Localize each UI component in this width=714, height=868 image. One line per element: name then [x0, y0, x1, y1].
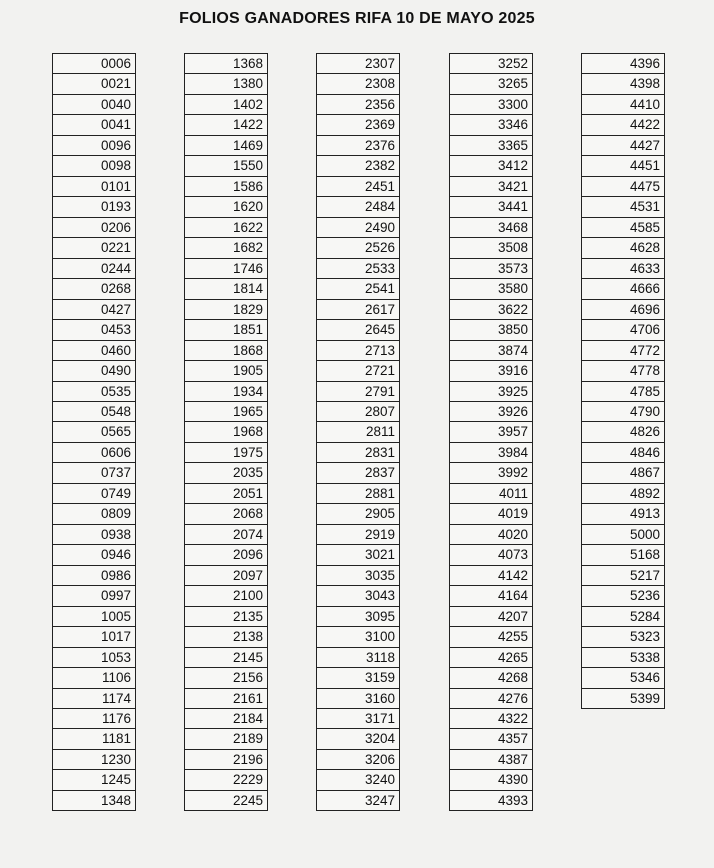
folio-cell: 4322 — [450, 709, 532, 729]
folio-cell: 4357 — [450, 729, 532, 749]
folio-cell: 3206 — [317, 750, 399, 770]
folio-cell: 4785 — [582, 382, 664, 402]
folio-cell: 4666 — [582, 279, 664, 299]
folio-cell: 4020 — [450, 525, 532, 545]
folio-cell: 2135 — [185, 607, 267, 627]
folio-cell: 2229 — [185, 770, 267, 790]
folio-column-4 — [449, 53, 533, 811]
folio-cell: 1176 — [53, 709, 135, 729]
folio-cell: 4778 — [582, 361, 664, 381]
folio-cell: 0221 — [53, 238, 135, 258]
folio-cell: 0041 — [53, 115, 135, 135]
folio-cell: 3118 — [317, 648, 399, 668]
folio-cell: 1017 — [53, 627, 135, 647]
folio-cell: 2156 — [185, 668, 267, 688]
folio-cell: 1905 — [185, 361, 267, 381]
folio-cell: 0453 — [53, 320, 135, 340]
folio-cell: 4790 — [582, 402, 664, 422]
folio-cell: 3035 — [317, 566, 399, 586]
folio-cell: 1550 — [185, 156, 267, 176]
folio-cell: 1230 — [53, 750, 135, 770]
folio-cell: 2161 — [185, 689, 267, 709]
folio-cell: 2189 — [185, 729, 267, 749]
folio-cell: 3622 — [450, 300, 532, 320]
folio-cell: 0101 — [53, 177, 135, 197]
folio-cell: 2376 — [317, 136, 399, 156]
folio-cell: 5168 — [582, 545, 664, 565]
folio-cell: 4585 — [582, 218, 664, 238]
folio-cell: 3095 — [317, 607, 399, 627]
folio-cell: 2645 — [317, 320, 399, 340]
folio-cell: 1965 — [185, 402, 267, 422]
folio-cell: 1814 — [185, 279, 267, 299]
folio-cell: 2100 — [185, 586, 267, 606]
folio-cell: 4019 — [450, 504, 532, 524]
folio-cell: 1586 — [185, 177, 267, 197]
folio-cell: 4011 — [450, 484, 532, 504]
folio-cell: 0206 — [53, 218, 135, 238]
folio-cell: 4706 — [582, 320, 664, 340]
page-title: FOLIOS GANADORES RIFA 10 DE MAYO 2025 — [179, 10, 535, 27]
folio-cell: 3021 — [317, 545, 399, 565]
folio-cell: 3441 — [450, 197, 532, 217]
folio-cell: 2369 — [317, 115, 399, 135]
folio-cell: 5236 — [582, 586, 664, 606]
folio-cell: 2382 — [317, 156, 399, 176]
folio-column-5 — [581, 53, 665, 709]
folio-cell: 5399 — [582, 689, 664, 709]
folio-cell: 1245 — [53, 770, 135, 790]
folio-cell: 2617 — [317, 300, 399, 320]
folio-cell: 2145 — [185, 648, 267, 668]
folio-cell: 1975 — [185, 443, 267, 463]
folio-cell: 0427 — [53, 300, 135, 320]
folio-cell: 2533 — [317, 259, 399, 279]
folio-cell: 1934 — [185, 382, 267, 402]
folio-cell: 0490 — [53, 361, 135, 381]
folio-column-2 — [184, 53, 268, 811]
folio-cell: 4772 — [582, 341, 664, 361]
folio-cell: 0021 — [53, 74, 135, 94]
folio-cell: 4207 — [450, 607, 532, 627]
folio-cell: 1469 — [185, 136, 267, 156]
folio-cell: 3300 — [450, 95, 532, 115]
folio-cell: 4846 — [582, 443, 664, 463]
folio-cell: 2097 — [185, 566, 267, 586]
folio-cell: 4255 — [450, 627, 532, 647]
folio-cell: 2881 — [317, 484, 399, 504]
folio-cell: 2905 — [317, 504, 399, 524]
folio-cell: 2196 — [185, 750, 267, 770]
folio-cell: 4531 — [582, 197, 664, 217]
folio-cell: 4390 — [450, 770, 532, 790]
folio-cell: 3171 — [317, 709, 399, 729]
folio-cell: 3365 — [450, 136, 532, 156]
folio-cell: 1851 — [185, 320, 267, 340]
folio-cell: 2811 — [317, 422, 399, 442]
folio-cell: 3265 — [450, 74, 532, 94]
folio-cell: 5217 — [582, 566, 664, 586]
folio-cell: 2526 — [317, 238, 399, 258]
folio-cell: 0548 — [53, 402, 135, 422]
folio-cell: 1622 — [185, 218, 267, 238]
folio-cell: 2490 — [317, 218, 399, 238]
folio-cell: 1181 — [53, 729, 135, 749]
folio-cell: 2308 — [317, 74, 399, 94]
folio-cell: 1348 — [53, 791, 135, 811]
folio-cell: 3160 — [317, 689, 399, 709]
folio-cell: 1746 — [185, 259, 267, 279]
folio-cell: 3957 — [450, 422, 532, 442]
folio-cell: 3421 — [450, 177, 532, 197]
folio-cell: 0938 — [53, 525, 135, 545]
folio-cell: 0460 — [53, 341, 135, 361]
folio-cell: 2074 — [185, 525, 267, 545]
folio-cell: 4142 — [450, 566, 532, 586]
folio-cell: 3468 — [450, 218, 532, 238]
folio-cell: 2807 — [317, 402, 399, 422]
folio-cell: 1005 — [53, 607, 135, 627]
folio-cell: 1402 — [185, 95, 267, 115]
folio-cell: 3580 — [450, 279, 532, 299]
folio-cell: 4427 — [582, 136, 664, 156]
folio-cell: 2721 — [317, 361, 399, 381]
folio-cell: 2051 — [185, 484, 267, 504]
folio-cell: 0986 — [53, 566, 135, 586]
folio-cell: 3412 — [450, 156, 532, 176]
folio-cell: 2831 — [317, 443, 399, 463]
folio-cell: 4276 — [450, 689, 532, 709]
folio-cell: 1380 — [185, 74, 267, 94]
folio-cell: 4265 — [450, 648, 532, 668]
folio-cell: 0096 — [53, 136, 135, 156]
folio-cell: 4628 — [582, 238, 664, 258]
folio-cell: 3247 — [317, 791, 399, 811]
folio-cell: 0737 — [53, 463, 135, 483]
folio-cell: 5346 — [582, 668, 664, 688]
folio-cell: 2451 — [317, 177, 399, 197]
folio-cell: 0809 — [53, 504, 135, 524]
folio-cell: 0040 — [53, 95, 135, 115]
folio-cell: 0098 — [53, 156, 135, 176]
folio-cell: 3874 — [450, 341, 532, 361]
folio-cell: 2356 — [317, 95, 399, 115]
folio-cell: 2138 — [185, 627, 267, 647]
folio-cell: 0997 — [53, 586, 135, 606]
folio-cell: 1682 — [185, 238, 267, 258]
folio-cell: 0606 — [53, 443, 135, 463]
folio-cell: 4396 — [582, 54, 664, 74]
folio-cell: 4913 — [582, 504, 664, 524]
folio-cell: 2307 — [317, 54, 399, 74]
folio-cell: 4451 — [582, 156, 664, 176]
folio-cell: 0749 — [53, 484, 135, 504]
folio-cell: 3925 — [450, 382, 532, 402]
folio-cell: 0565 — [53, 422, 135, 442]
folio-cell: 5284 — [582, 607, 664, 627]
folio-cell: 4268 — [450, 668, 532, 688]
folio-cell: 2919 — [317, 525, 399, 545]
folio-cell: 4393 — [450, 791, 532, 811]
folio-cell: 3100 — [317, 627, 399, 647]
folio-cell: 4867 — [582, 463, 664, 483]
folio-cell: 3159 — [317, 668, 399, 688]
folio-cell: 4696 — [582, 300, 664, 320]
folio-cell: 4422 — [582, 115, 664, 135]
folio-cell: 2184 — [185, 709, 267, 729]
folio-cell: 2245 — [185, 791, 267, 811]
folio-cell: 4387 — [450, 750, 532, 770]
folio-cell: 1368 — [185, 54, 267, 74]
folio-cell: 3992 — [450, 463, 532, 483]
folio-cell: 0006 — [53, 54, 135, 74]
folio-column-1 — [52, 53, 136, 811]
folio-cell: 4398 — [582, 74, 664, 94]
folio-cell: 4475 — [582, 177, 664, 197]
folio-cell: 5323 — [582, 627, 664, 647]
folio-cell: 3926 — [450, 402, 532, 422]
folio-cell: 3508 — [450, 238, 532, 258]
folio-cell: 4892 — [582, 484, 664, 504]
folio-column-3 — [316, 53, 400, 811]
folio-cell: 3043 — [317, 586, 399, 606]
folio-cell: 5000 — [582, 525, 664, 545]
folio-cell: 0193 — [53, 197, 135, 217]
folio-cell: 4633 — [582, 259, 664, 279]
folio-cell: 2713 — [317, 341, 399, 361]
folio-cell: 4073 — [450, 545, 532, 565]
folio-cell: 1106 — [53, 668, 135, 688]
folio-cell: 0946 — [53, 545, 135, 565]
folio-cell: 5338 — [582, 648, 664, 668]
folio-cell: 2484 — [317, 197, 399, 217]
folio-cell: 3252 — [450, 54, 532, 74]
folio-cell: 0535 — [53, 382, 135, 402]
folio-cell: 1968 — [185, 422, 267, 442]
folio-cell: 3850 — [450, 320, 532, 340]
folio-cell: 4826 — [582, 422, 664, 442]
folio-cell: 2096 — [185, 545, 267, 565]
folio-cell: 3240 — [317, 770, 399, 790]
folio-cell: 1174 — [53, 689, 135, 709]
folio-cell: 1868 — [185, 341, 267, 361]
folio-cell: 3916 — [450, 361, 532, 381]
folio-cell: 2068 — [185, 504, 267, 524]
folio-cell: 1829 — [185, 300, 267, 320]
folio-cell: 1053 — [53, 648, 135, 668]
folio-cell: 4164 — [450, 586, 532, 606]
folio-cell: 2791 — [317, 382, 399, 402]
folio-cell: 3573 — [450, 259, 532, 279]
folio-cell: 3984 — [450, 443, 532, 463]
folio-cell: 2541 — [317, 279, 399, 299]
folio-cell: 2035 — [185, 463, 267, 483]
folio-cell: 3346 — [450, 115, 532, 135]
folio-cell: 0268 — [53, 279, 135, 299]
folio-cell: 1422 — [185, 115, 267, 135]
folio-cell: 0244 — [53, 259, 135, 279]
folio-cell: 4410 — [582, 95, 664, 115]
folio-cell: 1620 — [185, 197, 267, 217]
folio-cell: 3204 — [317, 729, 399, 749]
folio-cell: 2837 — [317, 463, 399, 483]
